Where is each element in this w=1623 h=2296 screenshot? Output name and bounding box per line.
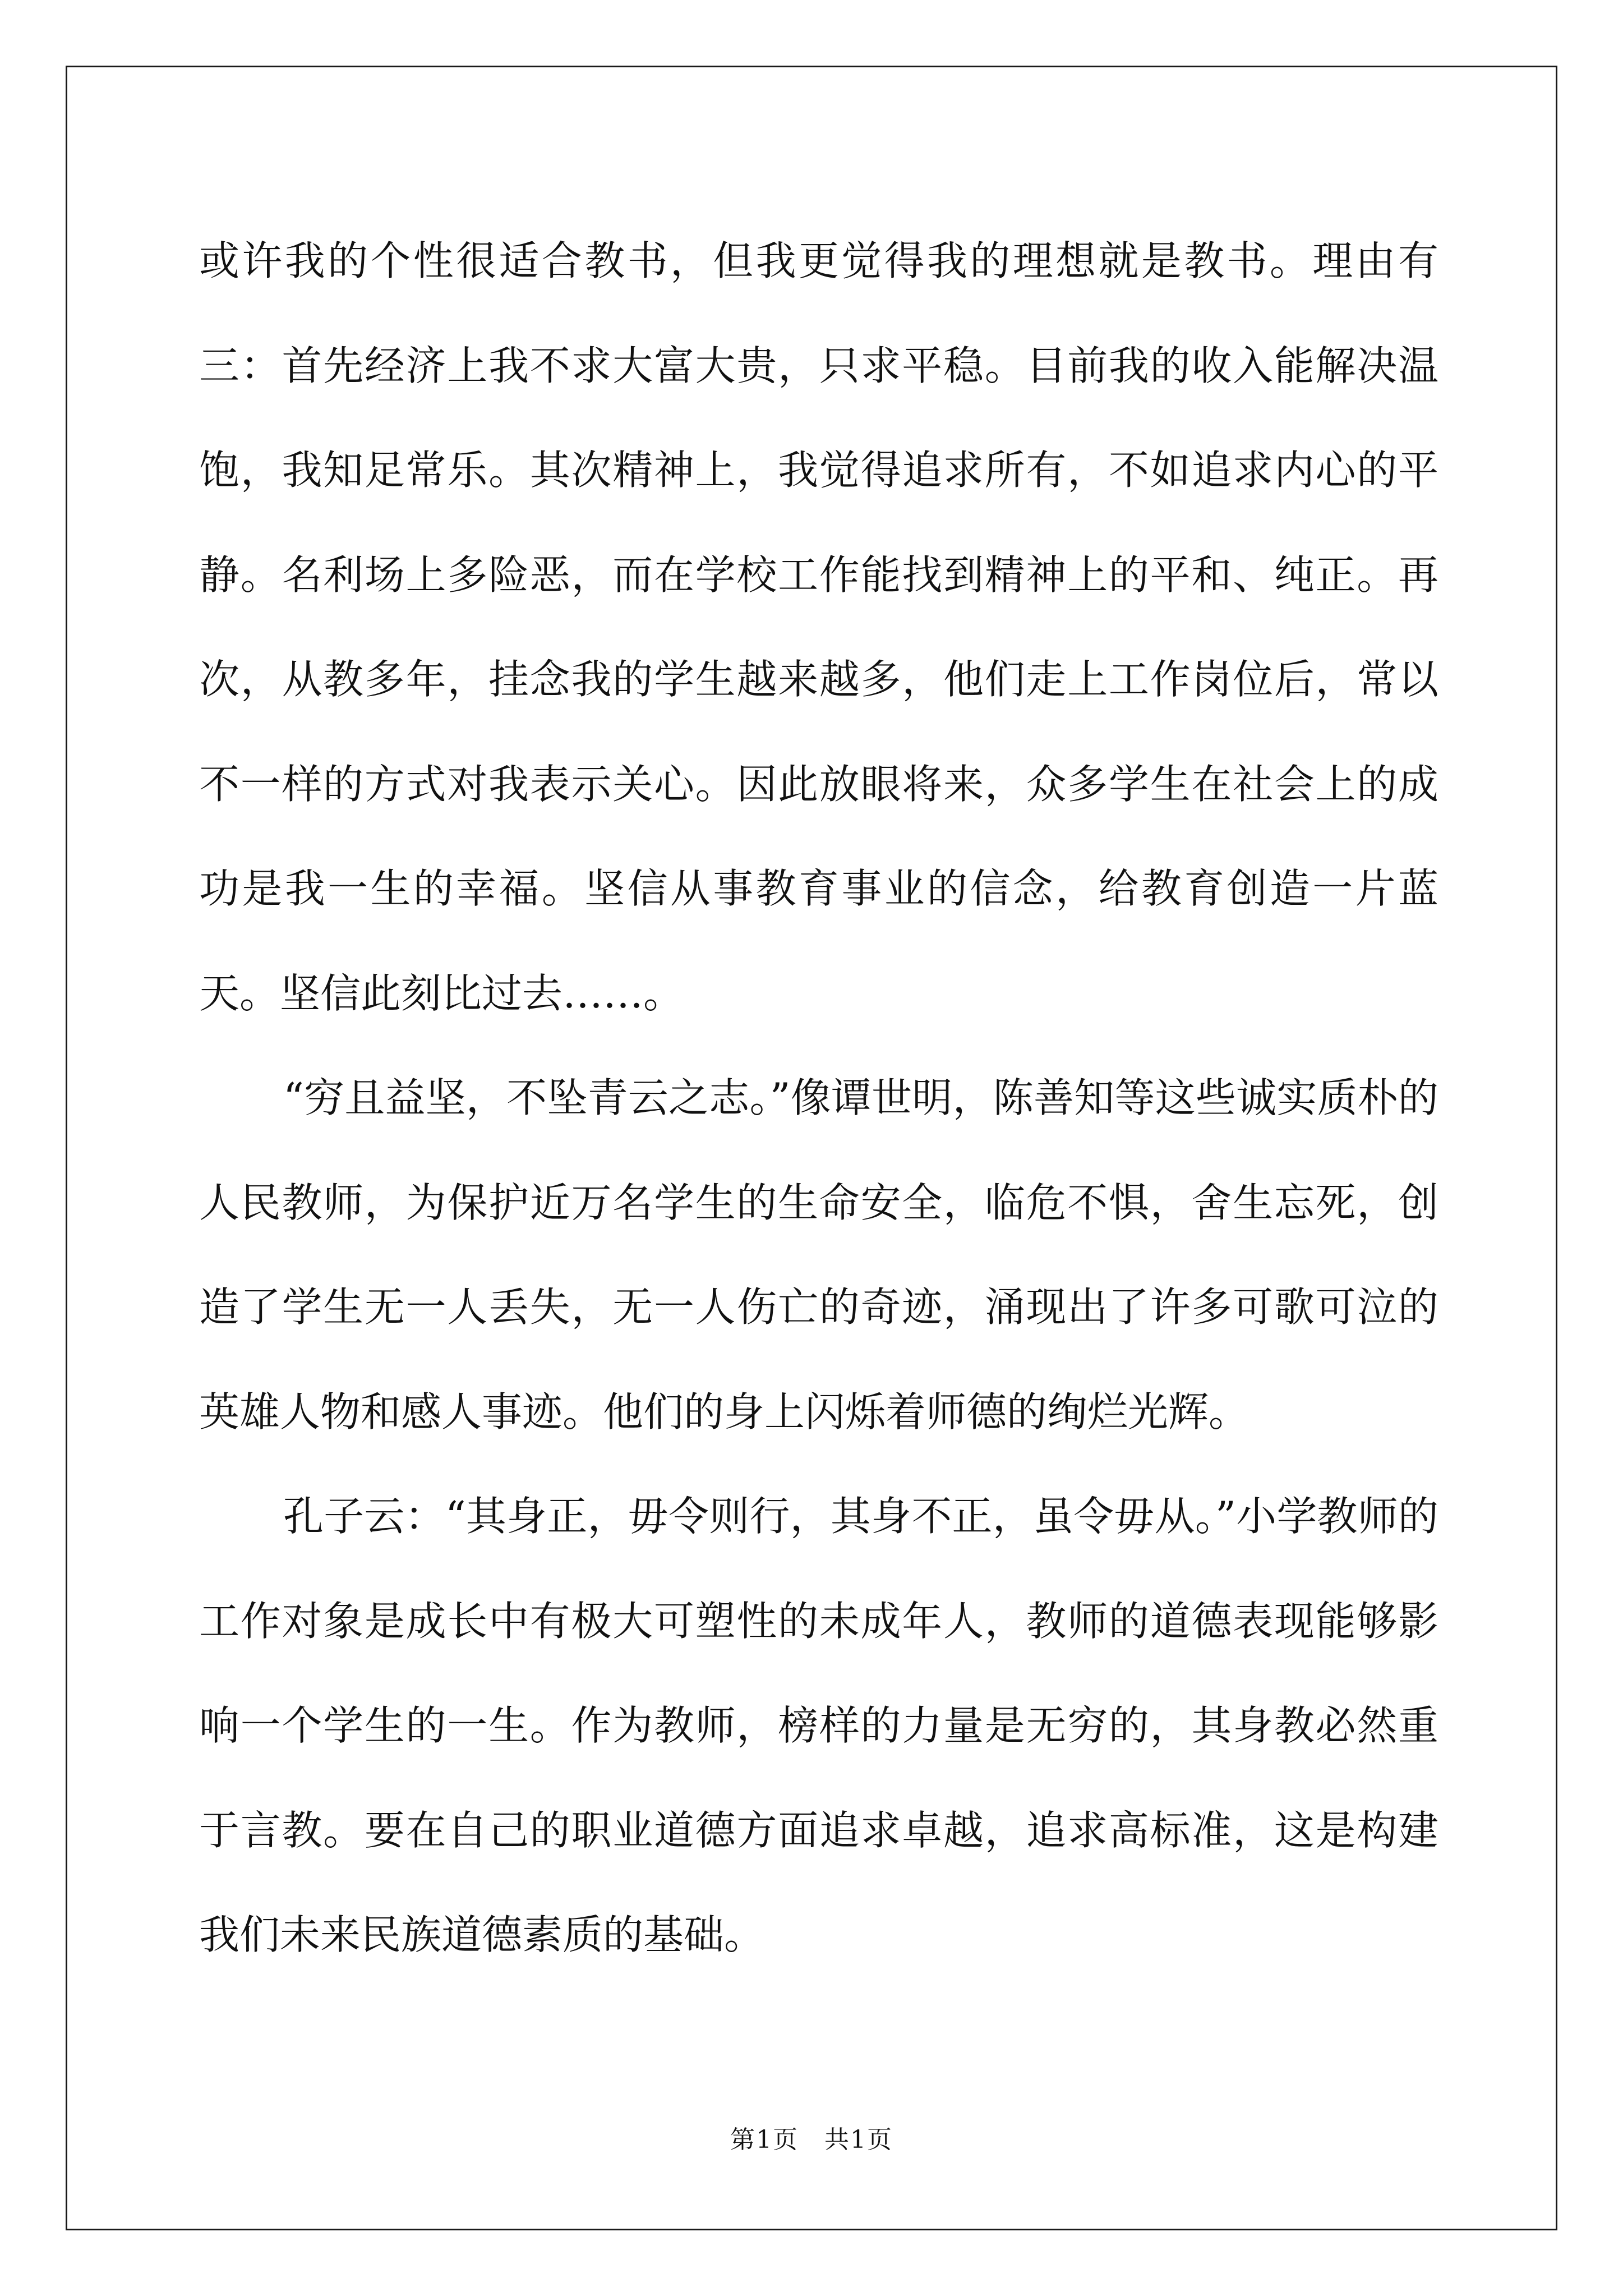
page-number-footer: 第1页 共1页: [730, 2125, 893, 2154]
paragraph-3: 孔子云：“其身正，毋令则行，其身不正，虽令毋从。”小学教师的工作对象是成长中有极大可塑性的未成年人，教师的道德表现能够影响一个学生的一生。作为教师，榜样的力量是无穷的，其身教必然重于言教。要在自己的职业道德方面追求卓越，追求高标准，这是构建我们未来民族道德素质的基础。: [199, 1493, 1438, 1958]
paragraph-1: 或许我的个性很适合教书，但我更觉得我的理想就是教书。理由有三：首先经济上我不求大富大贵，只求平稳。目前我的收入能解决温饱，我知足常乐。其次精神上，我觉得追求所有，不如追求内心的平静。名利场上多险恶，而在学校工作能找到精神上的平和、纯正。再次，从教多年，挂念我的学生越来越多，他们走上工作岗位后，常以不一样的方式对我表示关心。因此放眼将来，众多学生在社会上的成功是我一生的幸福。坚信从事教育事业的信念，给教育创造一片蓝天。坚信此刻比过去……。: [199, 237, 1438, 1017]
paragraph-2: “穷且益坚，不坠青云之志。”像谭世明，陈善知等这些诚实质朴的人民教师，为保护近万名学生的生命安全，临危不惧，舍生忘死，创造了学生无一人丢失，无一人伤亡的奇迹，涌现出了许多可歌可泣的英雄人物和感人事迹。他们的身上闪烁着师德的绚烂光辉。: [199, 1074, 1438, 1435]
document-body: [199, 209, 1438, 1987]
